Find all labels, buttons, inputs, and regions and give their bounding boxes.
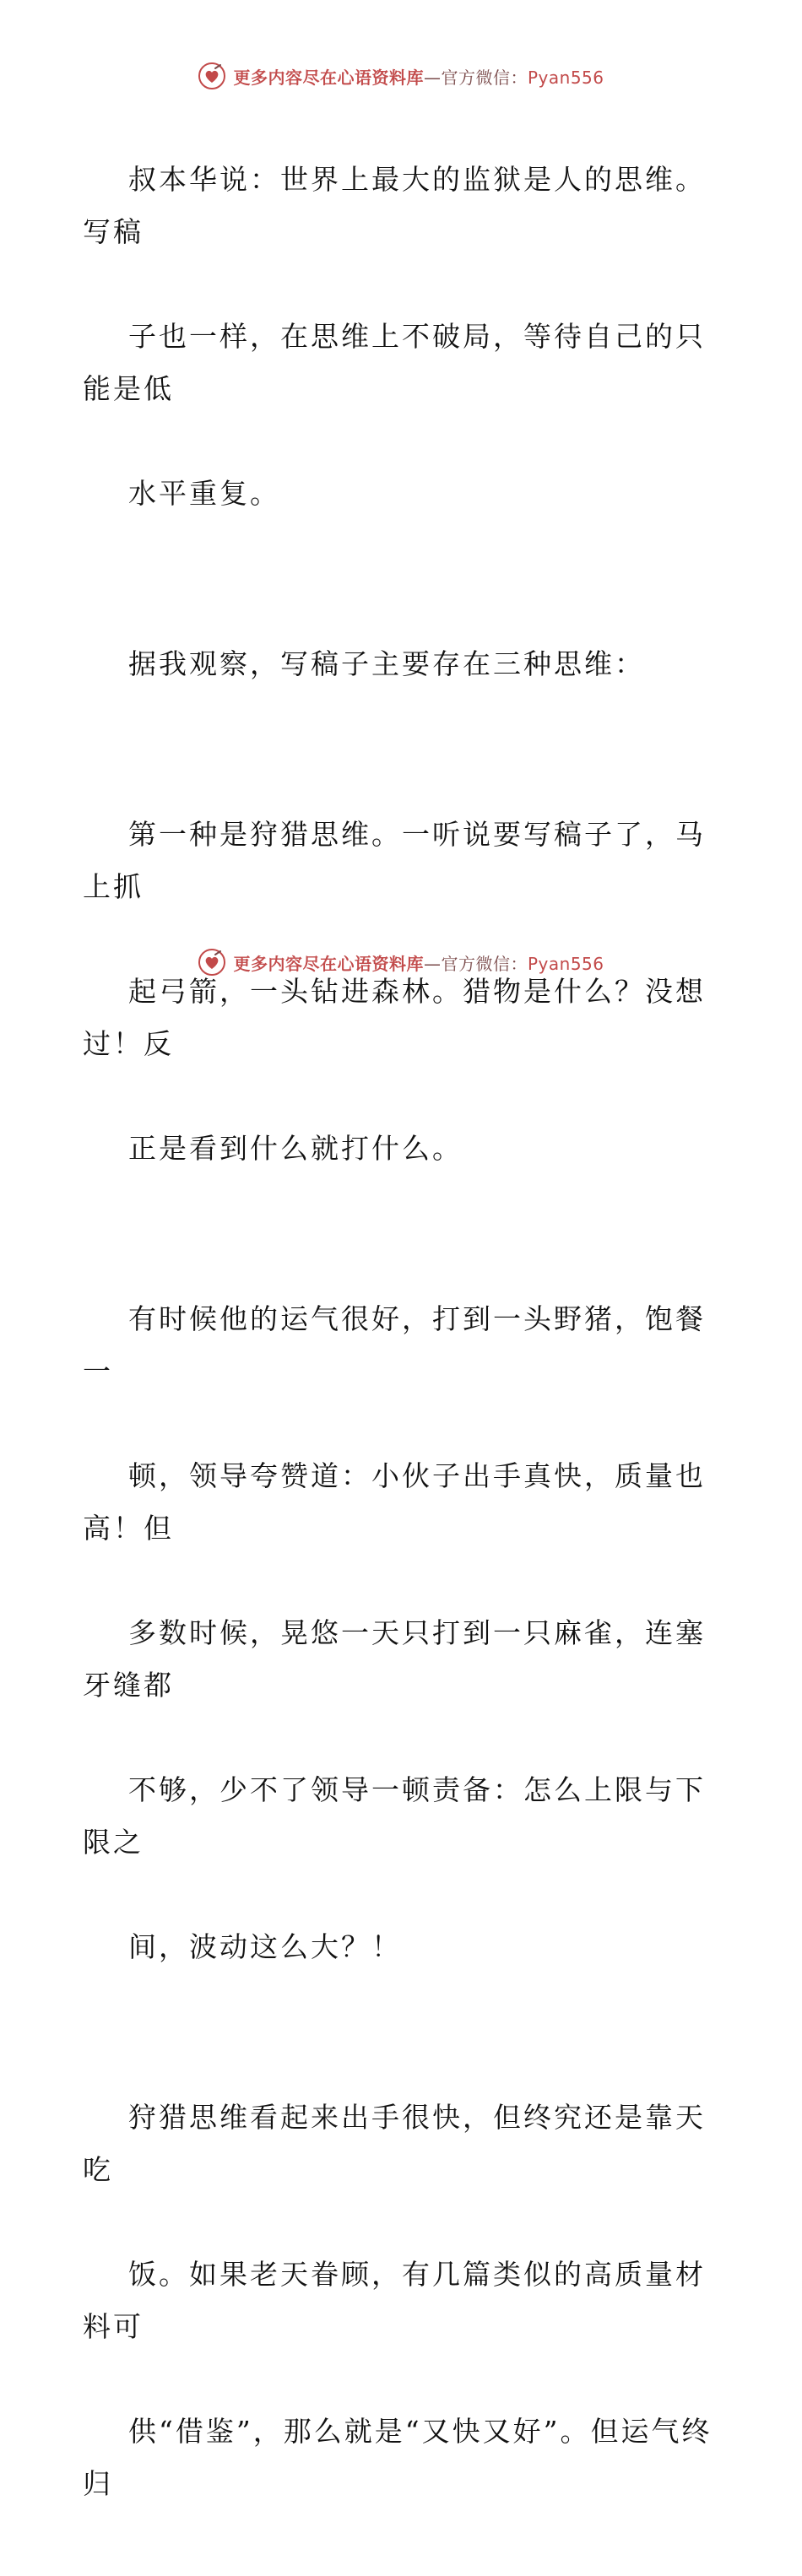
watermark-header [0,59,802,93]
watermark-footer [0,945,802,979]
text-line: 有时候他的运气很好，打到一头野猪，饱餐一 [83,1302,706,1388]
text-line: 正是看到什么就打什么。 [127,1132,463,1165]
watermark-wechat-id: Pyan556 [527,67,604,88]
text-line: 据我观察，写稿子主要存在三种思维： [127,647,645,680]
paragraph [83,756,724,1227]
text-line: 顿，领导夸赞道：小伙子出手真快，质量也高！但 [83,1459,706,1545]
watermark-separator: — [423,67,442,88]
watermark-text [233,64,604,89]
text-line: 多数时候，晃悠一天只打到一只麻雀，连塞牙缝都 [83,1616,706,1702]
text-line: 饭。如果老天眷顾，有几篇类似的高质量材料可 [83,2258,706,2343]
text-line: 子也一样，在思维上不破局，等待自己的只能是低 [83,320,706,405]
heart-pen-logo-icon [198,948,226,977]
watermark-wechat-label: 官方微信： [441,67,528,88]
paragraph [83,2039,724,2562]
watermark-text [233,950,604,975]
paragraph [83,586,724,743]
watermark-wechat-label: 官方微信： [441,953,528,974]
text-line: 狩猎思维看起来出手很快，但终究还是靠天吃 [83,2101,706,2186]
heart-pen-logo-icon [198,62,226,90]
paragraph [83,101,724,572]
document-body [83,101,724,2576]
text-line: 不够，少不了领导一顿责备：怎么上限与下限之 [83,1773,706,1859]
watermark-separator: — [423,953,442,974]
text-line: 间，波动这么大？！ [127,1930,402,1963]
watermark-wechat-id: Pyan556 [527,953,604,974]
text-line: 第一种是狩猎思维。一听说要写稿子了，马上抓 [83,818,706,903]
text-line: 供“借鉴”，那么就是“又快又好”。但运气终归 [83,2415,713,2500]
paragraph [83,1241,724,2026]
text-line: 起弓箭，一头钻进森林。猎物是什么？没想过！反 [83,975,706,1060]
watermark-site: 更多内容尽在心语资料库 [233,67,424,88]
text-line: 叔本华说：世界上最大的监狱是人的思维。写稿 [83,163,706,248]
text-line: 水平重复。 [127,477,280,510]
watermark-site: 更多内容尽在心语资料库 [233,953,424,974]
